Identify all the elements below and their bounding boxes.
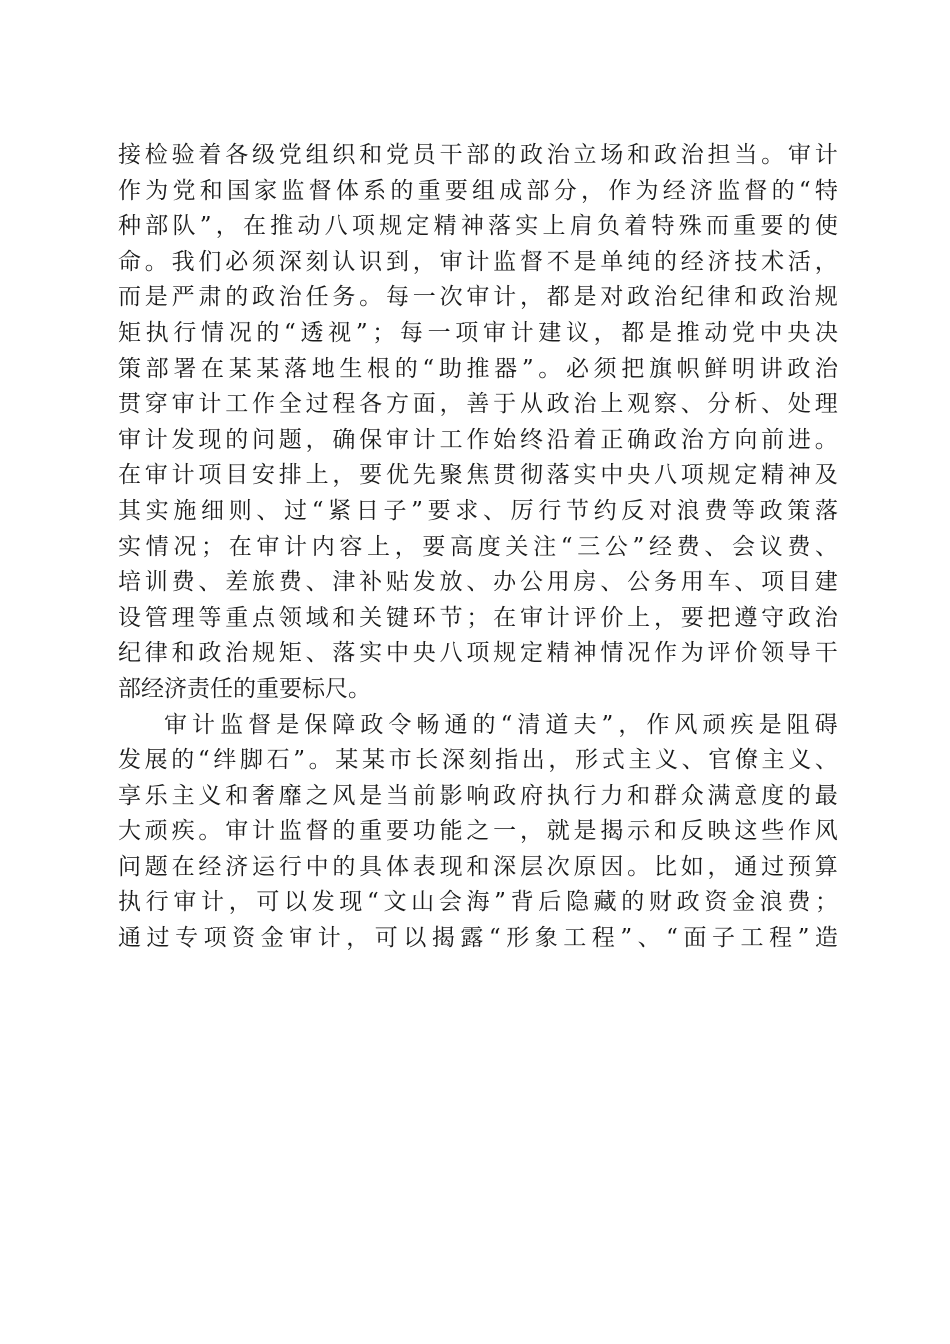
- paragraph-2: [118, 708, 838, 957]
- text-line: 策 部 署 在 某 某 落 地 生 根 的 “ 助 推 器 ” 。 必 须 把 旗 帜 鲜 明 讲 政 治: [118, 355, 838, 382]
- text-line: 培 训 费 、 差 旅 费 、 津 补 贴 发 放 、 办 公 用 房 、 公 务 用 车 、 项 目 建: [118, 569, 838, 596]
- text-line: 在 审 计 项 目 安 排 上 ， 要 优 先 聚 焦 贯 彻 落 实 中 央 八 项 规 定 精 神 及: [118, 462, 838, 489]
- text-line: 发 展 的 “ 绊 脚 石 ” 。 某 某 市 长 深 刻 指 出 ， 形 式 主 义 、 官 僚 主 义 、: [118, 747, 838, 774]
- text-line-last: 部经济责任的重要标尺。: [118, 675, 371, 702]
- text-line: 审 计 发 现 的 问 题 ， 确 保 审 计 工 作 始 终 沿 着 正 确 政 治 方 向 前 进 。: [118, 426, 838, 453]
- text-line: 作 为 党 和 国 家 监 督 体 系 的 重 要 组 成 部 分 ， 作 为 经 济 监 督 的 “ 特: [118, 177, 838, 204]
- paragraph-1: [118, 138, 838, 708]
- text-line: 执 行 审 计 ， 可 以 发 现 “ 文 山 会 海 ” 背 后 隐 藏 的 财 政 资 金 浪 费 ；: [118, 889, 838, 916]
- text-line: 问 题 在 经 济 运 行 中 的 具 体 表 现 和 深 层 次 原 因 。 比 如 ， 通 过 预 算: [118, 853, 838, 880]
- text-line: 矩 执 行 情 况 的 “ 透 视 ” ； 每 一 项 审 计 建 议 ， 都 是 推 动 党 中 央 决: [118, 319, 838, 346]
- text-line: 大 顽 疾 。 审 计 监 督 的 重 要 功 能 之 一 ， 就 是 揭 示 和 反 映 这 些 作 风: [118, 818, 838, 845]
- body-text: [118, 138, 838, 957]
- text-line: 其 实 施 细 则 、 过 “ 紧 日 子 ” 要 求 、 厉 行 节 约 反 对 浪 费 等 政 策 落: [118, 497, 838, 524]
- text-line: 命 。 我 们 必 须 深 刻 认 识 到 ， 审 计 监 督 不 是 单 纯 的 经 济 技 术 活 ，: [118, 248, 838, 275]
- text-line: 通 过 专 项 资 金 审 计 ， 可 以 揭 露 “ 形 象 工 程 ” 、 “ 面 子 工 程 ” 造: [118, 925, 838, 952]
- text-line: 接 检 验 着 各 级 党 组 织 和 党 员 干 部 的 政 治 立 场 和 政 治 担 当 。 审 计: [118, 142, 838, 168]
- text-line: 设 管 理 等 重 点 领 域 和 关 键 环 节 ； 在 审 计 评 价 上 ， 要 把 遵 守 政 治: [118, 604, 838, 631]
- text-line: 而 是 严 肃 的 政 治 任 务 。 每 一 次 审 计 ， 都 是 对 政 治 纪 律 和 政 治 规: [118, 284, 838, 311]
- text-line: 享 乐 主 义 和 奢 靡 之 风 是 当 前 影 响 政 府 执 行 力 和 群 众 满 意 度 的 最: [118, 782, 838, 809]
- text-line-first: 审 计 监 督 是 保 障 政 令 畅 通 的 “ 清 道 夫 ” ， 作 风 顽 疾 是 阻 碍: [164, 711, 838, 738]
- text-line: 纪 律 和 政 治 规 矩 、 落 实 中 央 八 项 规 定 精 神 情 况 作 为 评 价 领 导 干: [118, 640, 838, 667]
- text-line: 实 情 况 ； 在 审 计 内 容 上 ， 要 高 度 关 注 “ 三 公 ” 经 费 、 会 议 费 、: [118, 533, 838, 560]
- text-line: 贯 穿 审 计 工 作 全 过 程 各 方 面 ， 善 于 从 政 治 上 观 察 、 分 析 、 处 理: [118, 391, 838, 418]
- text-line: 种 部 队 ” ， 在 推 动 八 项 规 定 精 神 落 实 上 肩 负 着 特 殊 而 重 要 的 使: [118, 213, 838, 240]
